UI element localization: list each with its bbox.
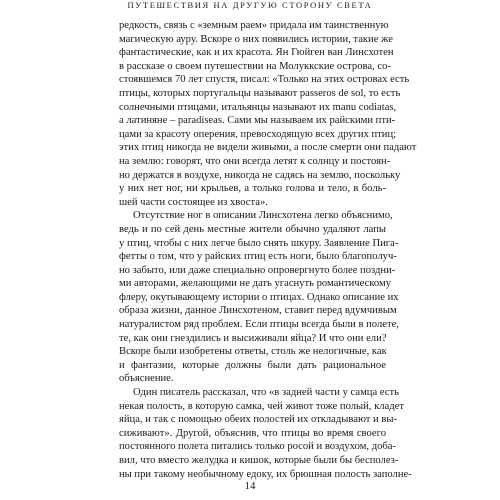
text-line: и фантазии, которые должны были дать рациональное <box>119 359 386 371</box>
text-line: у них нет ног, ни крыльев, а только голова и тело, в боль- <box>119 183 386 195</box>
text-line: у птиц, чтобы с них легче было снять шкуру. Заявление Пига- <box>119 237 399 249</box>
page-number: 14 <box>244 480 256 492</box>
text-line: ны при такому необычному едоку, их брюшная полость заполне- <box>119 468 412 480</box>
text-line: Один писатель рассказал, что «в задней части у самца есть <box>133 387 399 399</box>
text-line: постоянного полета питались только росой и воздухом, доба- <box>119 441 397 453</box>
text-line: птицы, которых португальцы называют passeros de sol, то есть <box>119 87 401 99</box>
text-line: флеру, окутывающему истории о птицах. Однако описание их <box>119 291 399 303</box>
text-line: цами за красоту оперения, превосходящую всех других птиц; <box>119 128 397 140</box>
text-line: редкость, связь с «земным раем» придала им таинственную <box>119 20 389 31</box>
text-line: фетты о том, что у райских птиц есть ноги, было благополуч- <box>119 251 397 263</box>
text-line: вил, что вместо желудка и кишок, которые были бы бесполез- <box>119 455 399 466</box>
text-line: магическую ауру. Вскоре о них появились истории, такие же <box>119 33 393 45</box>
text-line: ми авторами, желающими не дать угаснуть романтическому <box>119 278 392 290</box>
text-line: сиживают». Другой, объяснив, что птицы во время своего <box>119 427 386 439</box>
text-line: на землю: говорят, что они всегда летят к солнцу и постоян- <box>119 155 391 167</box>
text-line: этих птиц никогда не видели живыми, а после смерти они падают <box>119 142 417 154</box>
text-line: а латиняне – paradiseas. Сами мы называем их райскими пти- <box>119 115 396 127</box>
text-line: стоявшемся 70 лет спустя, писал: «Только на этих островах есть <box>119 74 410 86</box>
text-line: шей части состоящее из хвоста». <box>119 196 268 208</box>
text-line: Вскоре были изобретены ответы, столь же нелогичные, как <box>119 346 387 358</box>
text-line: объяснение. <box>119 373 174 385</box>
text-line: фантастические, как и их красота. Ян Гюйген ван Линсхотен <box>119 47 394 59</box>
running-title: ПУТЕШЕСТВИЯ НА ДРУГУЮ СТОРОНУ СВЕТА <box>127 0 373 10</box>
text-line: некая полость, в которую самка, чей живот тоже полый, кладет <box>119 400 404 412</box>
text-line: но забыто, или даже специально опровергнуто более поздни- <box>119 264 396 276</box>
text-line: ведь и по сей день местные жители обычно удаляют лапы <box>119 223 386 235</box>
text-line: те, как они гнездились и высиживали яйца? И что они ели? <box>119 332 387 344</box>
text-line: в рассказе о своем путешествии на Молуккские острова, со- <box>119 60 391 72</box>
text-line: но держатся в воздухе, никогда не садясь на землю, поскольку <box>119 169 401 181</box>
text-line: солнечными птицами, итальянцы называют их manu codiatas, <box>119 101 397 113</box>
text-line: натуралистом ряд проблем. Если птицы всегда были в полете, <box>119 319 399 331</box>
body-text <box>119 19 417 481</box>
text-line: яйца, и так с помощью обеих полостей их откладывают и вы- <box>119 414 397 426</box>
text-line: образа жизни, данное Линсхотеном, ставит перед вдумчивым <box>119 305 397 317</box>
text-line: Отсутствие ног в описании Линсхотена легко объяснимо, <box>133 210 393 222</box>
